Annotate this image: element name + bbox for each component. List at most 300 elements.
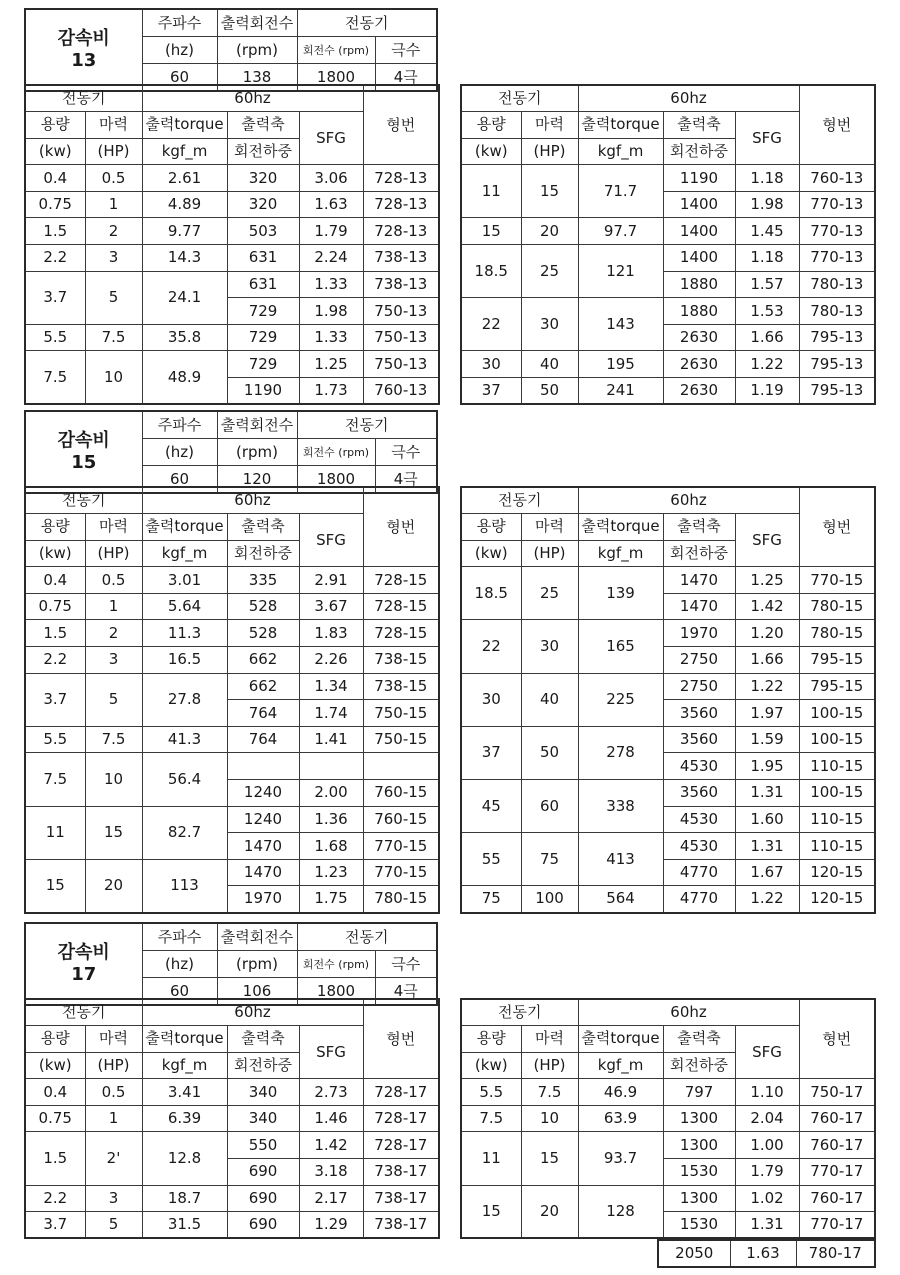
model-cell: 760-17 xyxy=(799,1185,875,1212)
capacity-cell: 11 xyxy=(461,165,521,218)
table-row xyxy=(461,886,875,913)
model-col-header: 형번 xyxy=(799,85,875,165)
motor-col-header: 전동기 xyxy=(25,85,142,112)
torque-unit: kgf_m xyxy=(578,138,663,165)
capacity-col-header: 용량 xyxy=(461,514,521,541)
model-cell: 770-13 xyxy=(799,245,875,272)
ratio-title: 감속비 xyxy=(57,942,110,963)
sfg-cell: 1.95 xyxy=(735,753,799,780)
sfg-cell: 2.04 xyxy=(735,1105,799,1132)
capacity-cell: 7.5 xyxy=(25,351,85,404)
model-cell: 110-15 xyxy=(799,753,875,780)
shaft-load-cell: 2630 xyxy=(663,351,735,378)
torque-cell: 4.89 xyxy=(142,191,227,218)
sfg-cell: 1.66 xyxy=(735,324,799,351)
sfg-cell: 1.22 xyxy=(735,673,799,700)
shaft-load-cell: 1240 xyxy=(227,806,299,833)
model-cell: 728-13 xyxy=(363,191,439,218)
model-cell: 728-15 xyxy=(363,593,439,620)
shaft-load-header: 회전하중 xyxy=(227,138,299,165)
hp-cell: 100 xyxy=(521,886,578,913)
hp-unit: (HP) xyxy=(85,540,142,567)
capacity-unit: (kw) xyxy=(25,138,85,165)
freq-value: 60 xyxy=(142,466,217,494)
capacity-unit: (kw) xyxy=(461,1052,521,1079)
model-cell: 750-13 xyxy=(363,298,439,325)
torque-cell: 338 xyxy=(578,780,663,833)
shaft-load-cell: 690 xyxy=(227,1212,299,1239)
hp-col-header: 마력 xyxy=(521,514,578,541)
torque-col-header: 출력torque xyxy=(578,514,663,541)
hp-cell: 60 xyxy=(521,780,578,833)
model-cell: 738-13 xyxy=(363,245,439,272)
sfg-cell: 1.18 xyxy=(735,165,799,192)
out-rpm-header: 출력회전수 xyxy=(217,9,297,37)
model-cell: 770-17 xyxy=(799,1159,875,1186)
model-cell: 760-15 xyxy=(363,806,439,833)
table-row xyxy=(25,1105,439,1132)
ratio-value: 15 xyxy=(71,452,97,473)
shaft-load-header: 회전하중 xyxy=(227,1052,299,1079)
table-row xyxy=(25,191,439,218)
motor-col-header: 전동기 xyxy=(461,999,578,1026)
torque-cell: 143 xyxy=(578,298,663,351)
hp-cell: 30 xyxy=(521,620,578,673)
hp-cell: 40 xyxy=(521,351,578,378)
capacity-cell: 30 xyxy=(461,351,521,378)
model-cell: 760-15 xyxy=(363,780,439,807)
hp-cell: 0.5 xyxy=(85,567,142,594)
capacity-cell: 5.5 xyxy=(25,324,85,351)
torque-unit: kgf_m xyxy=(142,138,227,165)
sfg-cell: 2.91 xyxy=(299,567,363,594)
shaft-load-cell: 1300 xyxy=(663,1132,735,1159)
capacity-col-header: 용량 xyxy=(461,112,521,139)
model-cell: 760-13 xyxy=(799,165,875,192)
model-col-header: 형번 xyxy=(363,85,439,165)
shaft-load-cell: 2750 xyxy=(663,673,735,700)
capacity-cell: 55 xyxy=(461,833,521,886)
shaft-load-cell: 1530 xyxy=(663,1159,735,1186)
torque-cell: 128 xyxy=(578,1185,663,1238)
table-row xyxy=(461,673,875,700)
model-cell: 750-17 xyxy=(799,1079,875,1106)
sfg-cell: 1.60 xyxy=(735,806,799,833)
model-cell: 795-13 xyxy=(799,324,875,351)
hp-cell: 20 xyxy=(521,1185,578,1238)
motor-col-header: 전동기 xyxy=(461,487,578,514)
sfg-cell: 2.24 xyxy=(299,245,363,272)
motor-rpm-header: 회전수 (rpm) xyxy=(297,439,375,466)
sfg-cell: 1.83 xyxy=(299,620,363,647)
table-row xyxy=(461,298,875,325)
torque-col-header: 출력torque xyxy=(142,514,227,541)
motor-header: 전동기 xyxy=(297,411,437,439)
freq-value: 60 xyxy=(142,978,217,1006)
motor-rpm-value: 1800 xyxy=(297,978,375,1006)
sfg-cell: 1.36 xyxy=(299,806,363,833)
torque-cell: 6.39 xyxy=(142,1105,227,1132)
spec-table-right xyxy=(460,486,876,914)
hp-cell: 7.5 xyxy=(85,726,142,753)
freq-unit: (hz) xyxy=(142,439,217,466)
capacity-cell: 15 xyxy=(461,1185,521,1238)
shaft-load-cell xyxy=(227,753,299,780)
sfg-cell: 1.25 xyxy=(299,351,363,378)
capacity-cell: 2.2 xyxy=(25,1185,85,1212)
shaft-col-header: 출력축 xyxy=(227,112,299,139)
hp-cell: 5 xyxy=(85,271,142,324)
shaft-load-cell: 340 xyxy=(227,1079,299,1106)
sfg-cell: 1.79 xyxy=(735,1159,799,1186)
torque-cell: 413 xyxy=(578,833,663,886)
sfg-cell: 1.31 xyxy=(735,780,799,807)
torque-cell: 121 xyxy=(578,245,663,298)
hp-cell: 10 xyxy=(521,1105,578,1132)
torque-cell: 5.64 xyxy=(142,593,227,620)
capacity-cell: 7.5 xyxy=(25,753,85,806)
capacity-cell: 3.7 xyxy=(25,271,85,324)
poles-value: 4극 xyxy=(375,64,437,92)
freq-value: 60 xyxy=(142,64,217,92)
model-cell: 770-15 xyxy=(363,859,439,886)
shaft-load-cell: 2750 xyxy=(663,647,735,674)
model-cell: 110-15 xyxy=(799,833,875,860)
sfg-col-header: SFG xyxy=(299,514,363,567)
poles-header: 극수 xyxy=(375,951,437,978)
spec-table-left xyxy=(24,486,440,914)
reduction-ratio-label xyxy=(25,411,142,493)
shaft-col-header: 출력축 xyxy=(227,514,299,541)
ratio-value: 17 xyxy=(71,964,97,985)
torque-cell: 16.5 xyxy=(142,647,227,674)
shaft-load-header: 회전하중 xyxy=(663,138,735,165)
hp-cell: 15 xyxy=(521,165,578,218)
freq-header: 주파수 xyxy=(142,9,217,37)
rpm-unit: (rpm) xyxy=(217,439,297,466)
shaft-load-cell: 1880 xyxy=(663,298,735,325)
model-cell: 738-15 xyxy=(363,673,439,700)
torque-unit: kgf_m xyxy=(578,1052,663,1079)
reduction-ratio-label xyxy=(25,9,142,91)
hp-cell: 2 xyxy=(85,218,142,245)
model-cell: 728-15 xyxy=(363,620,439,647)
torque-cell: 46.9 xyxy=(578,1079,663,1106)
ratio-header-table xyxy=(24,922,438,1006)
sfg-cell: 1.42 xyxy=(735,593,799,620)
table-row xyxy=(25,647,439,674)
out-rpm-value: 138 xyxy=(217,64,297,92)
shaft-load-cell: 631 xyxy=(227,245,299,272)
motor-header: 전동기 xyxy=(297,9,437,37)
model-cell: 728-15 xyxy=(363,567,439,594)
model-cell: 728-13 xyxy=(363,218,439,245)
table-row xyxy=(25,1185,439,1212)
table-row xyxy=(461,351,875,378)
spec-table-left xyxy=(24,998,440,1239)
capacity-cell: 5.5 xyxy=(25,726,85,753)
table-row xyxy=(25,673,439,700)
sfg-cell: 1.67 xyxy=(735,859,799,886)
model-cell: 795-13 xyxy=(799,378,875,405)
shaft-load-cell: 3560 xyxy=(663,780,735,807)
capacity-cell: 11 xyxy=(25,806,85,859)
hp-cell: 3 xyxy=(85,245,142,272)
shaft-load-cell: 690 xyxy=(227,1185,299,1212)
model-cell: 100-15 xyxy=(799,780,875,807)
model-cell xyxy=(363,753,439,780)
model-cell: 770-17 xyxy=(799,1212,875,1239)
hz-col-header: 60hz xyxy=(578,999,799,1026)
freq-unit: (hz) xyxy=(142,37,217,64)
hp-cell: 10 xyxy=(85,753,142,806)
hp-unit: (HP) xyxy=(521,540,578,567)
sfg-cell: 1.79 xyxy=(299,218,363,245)
capacity-cell: 2.2 xyxy=(25,647,85,674)
model-cell: 728-17 xyxy=(363,1079,439,1106)
sfg-cell: 1.63 xyxy=(730,1240,796,1267)
sfg-cell: 1.74 xyxy=(299,700,363,727)
model-cell: 795-15 xyxy=(799,647,875,674)
hp-cell: 3 xyxy=(85,1185,142,1212)
hz-col-header: 60hz xyxy=(142,487,363,514)
model-cell: 750-13 xyxy=(363,351,439,378)
hz-col-header: 60hz xyxy=(578,85,799,112)
spec-table-left xyxy=(24,84,440,405)
table-row xyxy=(25,1212,439,1239)
table-row xyxy=(25,165,439,192)
model-cell: 728-17 xyxy=(363,1105,439,1132)
shaft-load-cell: 550 xyxy=(227,1132,299,1159)
table-row xyxy=(461,1185,875,1212)
torque-cell: 63.9 xyxy=(578,1105,663,1132)
spec-table-right xyxy=(460,84,876,405)
hp-col-header: 마력 xyxy=(85,1026,142,1053)
shaft-load-cell: 1190 xyxy=(227,378,299,405)
sfg-col-header: SFG xyxy=(735,1026,799,1079)
shaft-load-cell: 1970 xyxy=(227,886,299,913)
out-rpm-header: 출력회전수 xyxy=(217,411,297,439)
hp-col-header: 마력 xyxy=(85,514,142,541)
shaft-load-cell: 4530 xyxy=(663,833,735,860)
model-cell: 728-13 xyxy=(363,165,439,192)
shaft-load-header: 회전하중 xyxy=(663,540,735,567)
capacity-cell: 0.4 xyxy=(25,567,85,594)
sfg-cell: 1.97 xyxy=(735,700,799,727)
sfg-cell: 2.17 xyxy=(299,1185,363,1212)
ratio-title: 감속비 xyxy=(57,28,110,49)
capacity-cell: 45 xyxy=(461,780,521,833)
shaft-load-cell: 4770 xyxy=(663,859,735,886)
capacity-cell: 18.5 xyxy=(461,245,521,298)
model-cell: 120-15 xyxy=(799,859,875,886)
torque-cell: 3.41 xyxy=(142,1079,227,1106)
torque-cell: 31.5 xyxy=(142,1212,227,1239)
shaft-load-cell: 662 xyxy=(227,647,299,674)
capacity-unit: (kw) xyxy=(461,138,521,165)
sfg-cell: 1.57 xyxy=(735,271,799,298)
model-cell: 780-15 xyxy=(799,620,875,647)
capacity-cell: 0.4 xyxy=(25,165,85,192)
sfg-cell: 1.68 xyxy=(299,833,363,860)
torque-cell: 71.7 xyxy=(578,165,663,218)
table-row xyxy=(25,726,439,753)
shaft-load-cell: 2630 xyxy=(663,324,735,351)
shaft-load-cell: 3560 xyxy=(663,700,735,727)
torque-cell: 14.3 xyxy=(142,245,227,272)
hp-cell: 0.5 xyxy=(85,165,142,192)
torque-cell: 97.7 xyxy=(578,218,663,245)
model-cell: 100-15 xyxy=(799,726,875,753)
table-row xyxy=(25,620,439,647)
hp-cell: 15 xyxy=(85,806,142,859)
capacity-cell: 30 xyxy=(461,673,521,726)
capacity-unit: (kw) xyxy=(25,1052,85,1079)
shaft-col-header: 출력축 xyxy=(663,514,735,541)
hp-cell: 50 xyxy=(521,378,578,405)
sfg-cell: 2.73 xyxy=(299,1079,363,1106)
torque-cell: 35.8 xyxy=(142,324,227,351)
model-cell: 780-13 xyxy=(799,271,875,298)
capacity-cell: 3.7 xyxy=(25,673,85,726)
capacity-cell: 1.5 xyxy=(25,620,85,647)
rpm-unit: (rpm) xyxy=(217,951,297,978)
sfg-cell: 1.22 xyxy=(735,886,799,913)
shaft-load-cell: 2630 xyxy=(663,378,735,405)
torque-cell: 41.3 xyxy=(142,726,227,753)
model-col-header: 형번 xyxy=(363,999,439,1079)
capacity-cell: 1.5 xyxy=(25,218,85,245)
hp-cell: 0.5 xyxy=(85,1079,142,1106)
out-rpm-value: 120 xyxy=(217,466,297,494)
sfg-cell: 1.98 xyxy=(299,298,363,325)
table-row xyxy=(461,165,875,192)
torque-cell: 48.9 xyxy=(142,351,227,404)
capacity-cell: 15 xyxy=(461,218,521,245)
poles-value: 4극 xyxy=(375,978,437,1006)
torque-col-header: 출력torque xyxy=(578,112,663,139)
model-col-header: 형번 xyxy=(799,487,875,567)
freq-unit: (hz) xyxy=(142,951,217,978)
shaft-col-header: 출력축 xyxy=(227,1026,299,1053)
shaft-load-cell: 1190 xyxy=(663,165,735,192)
sfg-cell: 1.10 xyxy=(735,1079,799,1106)
capacity-cell: 2.2 xyxy=(25,245,85,272)
sfg-col-header: SFG xyxy=(735,112,799,165)
hp-unit: (HP) xyxy=(85,138,142,165)
model-col-header: 형번 xyxy=(363,487,439,567)
motor-rpm-header: 회전수 (rpm) xyxy=(297,951,375,978)
capacity-cell: 22 xyxy=(461,620,521,673)
shaft-load-cell: 2050 xyxy=(658,1240,730,1267)
poles-header: 극수 xyxy=(375,37,437,64)
motor-rpm-header: 회전수 (rpm) xyxy=(297,37,375,64)
sfg-cell: 1.46 xyxy=(299,1105,363,1132)
sfg-col-header: SFG xyxy=(299,112,363,165)
capacity-cell: 5.5 xyxy=(461,1079,521,1106)
capacity-cell: 3.7 xyxy=(25,1212,85,1239)
capacity-cell: 0.75 xyxy=(25,593,85,620)
shaft-load-cell: 320 xyxy=(227,165,299,192)
hp-col-header: 마력 xyxy=(85,112,142,139)
capacity-col-header: 용량 xyxy=(461,1026,521,1053)
shaft-load-cell: 335 xyxy=(227,567,299,594)
torque-cell: 165 xyxy=(578,620,663,673)
sfg-col-header: SFG xyxy=(299,1026,363,1079)
hp-cell: 30 xyxy=(521,298,578,351)
sfg-cell: 1.75 xyxy=(299,886,363,913)
sfg-cell: 1.34 xyxy=(299,673,363,700)
sfg-cell: 1.31 xyxy=(735,1212,799,1239)
torque-cell: 82.7 xyxy=(142,806,227,859)
model-cell: 100-15 xyxy=(799,700,875,727)
sfg-cell: 1.41 xyxy=(299,726,363,753)
capacity-cell: 0.75 xyxy=(25,191,85,218)
sfg-cell: 1.42 xyxy=(299,1132,363,1159)
capacity-unit: (kw) xyxy=(25,540,85,567)
model-cell: 770-13 xyxy=(799,218,875,245)
hp-cell: 20 xyxy=(85,859,142,912)
capacity-unit: (kw) xyxy=(461,540,521,567)
model-cell: 738-15 xyxy=(363,647,439,674)
sfg-cell: 1.25 xyxy=(735,567,799,594)
sfg-cell: 1.19 xyxy=(735,378,799,405)
hp-cell: 2' xyxy=(85,1132,142,1185)
table-row xyxy=(25,218,439,245)
capacity-cell: 7.5 xyxy=(461,1105,521,1132)
torque-cell: 3.01 xyxy=(142,567,227,594)
sfg-cell: 1.63 xyxy=(299,191,363,218)
hp-unit: (HP) xyxy=(521,138,578,165)
table-row xyxy=(461,780,875,807)
model-cell: 750-15 xyxy=(363,726,439,753)
hz-col-header: 60hz xyxy=(142,85,363,112)
sfg-cell: 1.29 xyxy=(299,1212,363,1239)
shaft-load-cell: 503 xyxy=(227,218,299,245)
torque-cell: 564 xyxy=(578,886,663,913)
table-row xyxy=(25,567,439,594)
sfg-cell xyxy=(299,753,363,780)
model-cell: 795-13 xyxy=(799,351,875,378)
ratio-value: 13 xyxy=(71,50,97,71)
shaft-load-cell: 729 xyxy=(227,324,299,351)
torque-cell: 2.61 xyxy=(142,165,227,192)
model-cell: 750-15 xyxy=(363,700,439,727)
table-row xyxy=(461,245,875,272)
hp-cell: 25 xyxy=(521,567,578,620)
motor-rpm-value: 1800 xyxy=(297,466,375,494)
model-cell: 760-17 xyxy=(799,1105,875,1132)
model-cell: 738-13 xyxy=(363,271,439,298)
shaft-load-cell: 1970 xyxy=(663,620,735,647)
ratio-title: 감속비 xyxy=(57,430,110,451)
torque-cell: 113 xyxy=(142,859,227,912)
torque-cell: 93.7 xyxy=(578,1132,663,1185)
torque-unit: kgf_m xyxy=(142,1052,227,1079)
out-rpm-header: 출력회전수 xyxy=(217,923,297,951)
torque-cell: 18.7 xyxy=(142,1185,227,1212)
poles-header: 극수 xyxy=(375,439,437,466)
capacity-cell: 18.5 xyxy=(461,567,521,620)
table-row xyxy=(461,620,875,647)
sfg-cell: 3.18 xyxy=(299,1159,363,1186)
sfg-cell: 1.33 xyxy=(299,271,363,298)
shaft-col-header: 출력축 xyxy=(663,1026,735,1053)
capacity-col-header: 용량 xyxy=(25,1026,85,1053)
table-row xyxy=(25,806,439,833)
sfg-cell: 1.53 xyxy=(735,298,799,325)
model-cell: 760-17 xyxy=(799,1132,875,1159)
